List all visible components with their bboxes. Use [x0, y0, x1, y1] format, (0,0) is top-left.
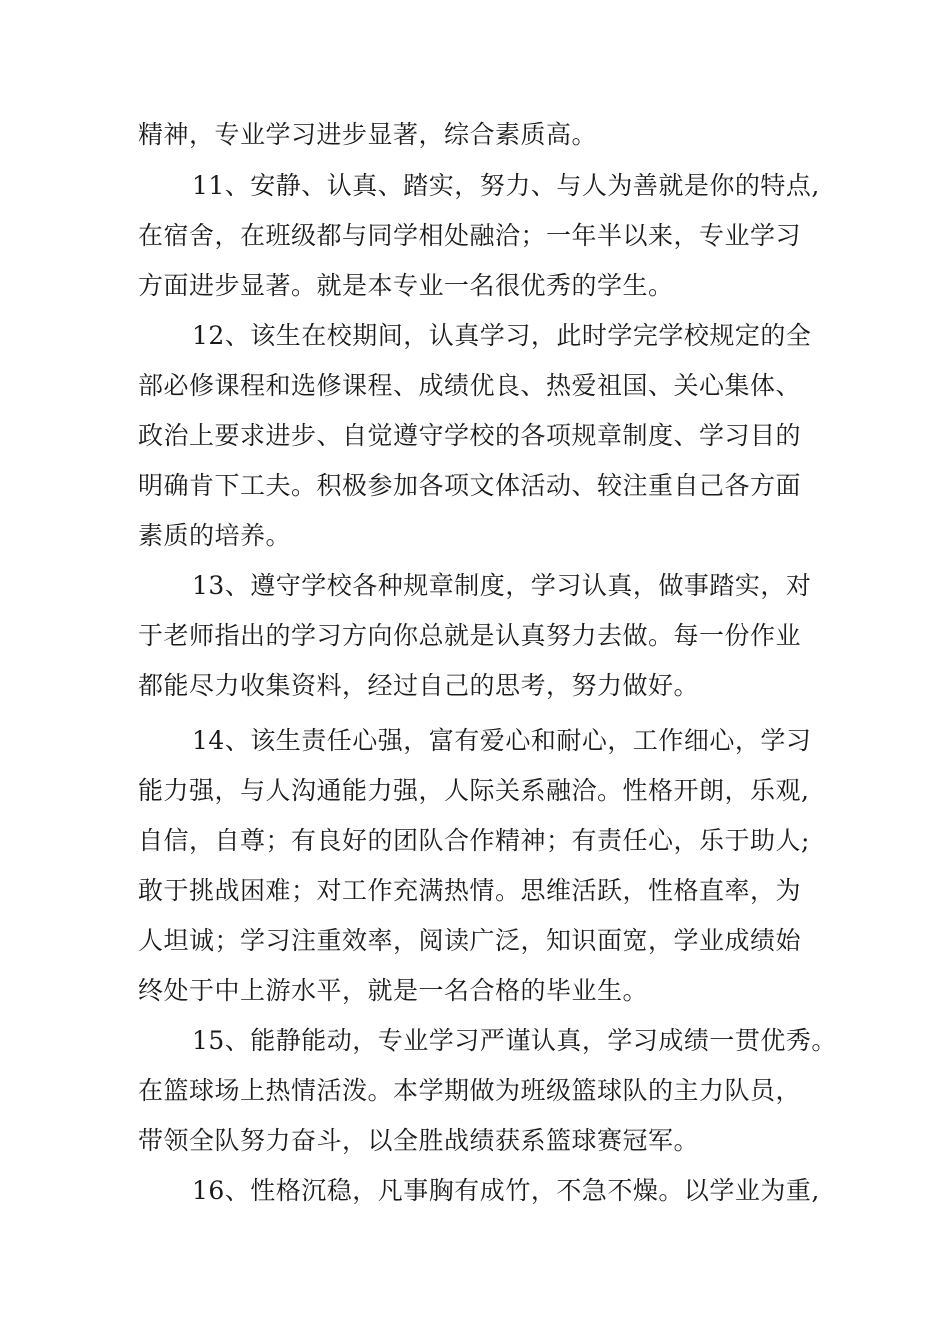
text-line: 15、能静能动，专业学习严谨认真，学习成绩一贯优秀。	[192, 1026, 837, 1055]
text-line: 13、遵守学校各种规章制度，学习认真，做事踏实，对	[192, 571, 812, 600]
text-line: 带领全队努力奋斗，以全胜战绩获系篮球赛冠军。	[138, 1126, 700, 1155]
text-line: 在篮球场上热情活泼。本学期做为班级篮球队的主力队员，	[138, 1076, 802, 1105]
text-line: 明确肯下工夫。积极参加各项文体活动、较注重自己各方面	[138, 471, 802, 500]
text-line: 素质的培养。	[138, 521, 292, 550]
text-line: 精神，专业学习进步显著，综合素质高。	[138, 120, 598, 149]
text-line: 自信，自尊；有良好的团队合作精神；有责任心，乐于助人;	[138, 826, 810, 855]
text-line: 16、性格沉稳，凡事胸有成竹，不急不燥。以学业为重,	[192, 1176, 820, 1205]
text-line: 终处于中上游水平，就是一名合格的毕业生。	[138, 976, 649, 1005]
text-line: 人坦诚；学习注重效率，阅读广泛，知识面宽，学业成绩始	[138, 926, 802, 955]
text-line: 方面进步显著。就是本专业一名很优秀的学生。	[138, 271, 674, 300]
text-line: 能力强，与人沟通能力强，人际关系融洽。性格开朗，乐观,	[138, 776, 810, 805]
text-line: 都能尽力收集资料，经过自己的思考，努力做好。	[138, 671, 700, 700]
text-line: 在宿舍，在班级都与同学相处融洽；一年半以来，专业学习	[138, 221, 802, 250]
text-line: 敢于挑战困难；对工作充满热情。思维活跃，性格直率，为	[138, 876, 802, 905]
text-line: 政治上要求进步、自觉遵守学校的各项规章制度、学习目的	[138, 421, 802, 450]
text-line: 11、安静、认真、踏实，努力、与人为善就是你的特点,	[192, 171, 820, 200]
text-line: 部必修课程和选修课程、成绩优良、热爱祖国、关心集体、	[138, 371, 802, 400]
text-line: 14、该生责任心强，富有爱心和耐心，工作细心，学习	[192, 726, 812, 755]
text-line: 于老师指出的学习方向你总就是认真努力去做。每一份作业	[138, 621, 802, 650]
text-line: 12、该生在校期间，认真学习，此时学完学校规定的全	[192, 321, 812, 350]
